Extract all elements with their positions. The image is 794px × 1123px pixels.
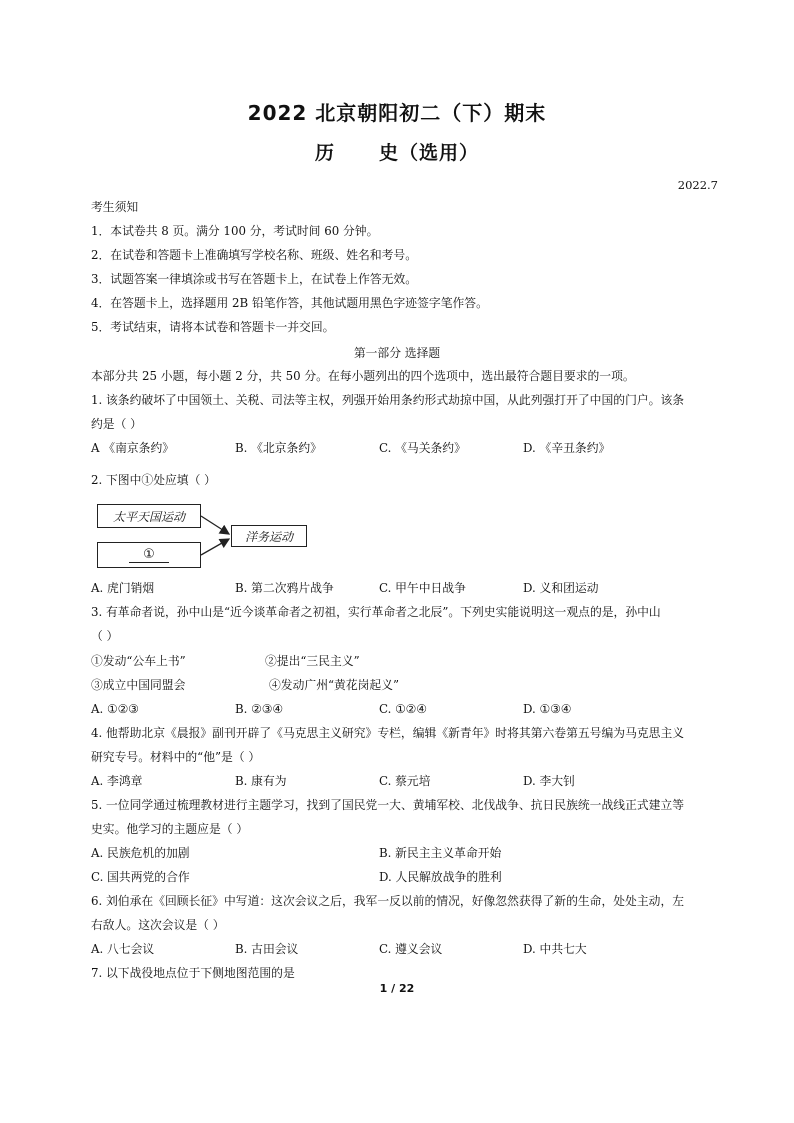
q3-statement-2: ②提出“三民主义” bbox=[265, 654, 360, 668]
q6-option-d: D. 中共七大 bbox=[523, 942, 587, 956]
notice-item-4: 4．在答题卡上，选择题用 2B 铅笔作答，其他试题用黑色字迹签字笔作答。 bbox=[91, 296, 488, 310]
exam-date: 2022.7 bbox=[677, 178, 718, 192]
notice-item-2: 2．在试卷和答题卡上准确填写学校名称、班级、姓名和考号。 bbox=[91, 248, 418, 262]
q4-stem-line-1: 4. 他帮助北京《晨报》副刊开辟了《马克思主义研究》专栏，编辑《新青年》时将其第六卷第五号编为马克思主义 bbox=[91, 726, 685, 740]
q4-option-b: B. 康有为 bbox=[235, 774, 287, 788]
q6-option-a: A. 八七会议 bbox=[91, 942, 155, 956]
blank-marker: ① bbox=[129, 547, 169, 563]
q1-stem-line-2: 约是（ ） bbox=[91, 417, 142, 431]
q2-option-d: D. 义和团运动 bbox=[523, 581, 599, 595]
subject-char-2: 史（选用） bbox=[379, 142, 480, 164]
q5-option-a: A. 民族危机的加剧 bbox=[91, 846, 190, 860]
box-blank bbox=[97, 542, 201, 568]
q1-option-a: A 《南京条约》 bbox=[91, 441, 175, 455]
q1-option-d: D. 《辛丑条约》 bbox=[523, 441, 611, 455]
q5-option-c: C. 国共两党的合作 bbox=[91, 870, 190, 884]
q1-stem-line-1: 1. 该条约破坏了中国领土、关税、司法等主权，列强开始用条约形式劫掠中国，从此列强打开了中国的门户。该条 bbox=[91, 393, 685, 407]
q4-option-c: C. 蔡元培 bbox=[379, 774, 431, 788]
part-intro: 本部分共 25 小题，每小题 2 分，共 50 分。在每小题列出的四个选项中，选出最符合题目要求的一项。 bbox=[91, 369, 635, 383]
q2-stem: 2. 下图中①处应填（ ） bbox=[91, 473, 216, 487]
q5-option-d: D. 人民解放战争的胜利 bbox=[379, 870, 502, 884]
notice-item-3: 3．试题答案一律填涂或书写在答题卡上，在试卷上作答无效。 bbox=[91, 272, 418, 286]
q3-stem-line-2: （ ） bbox=[91, 629, 119, 643]
q2-option-b: B. 第二次鸦片战争 bbox=[235, 581, 334, 595]
q2-diagram bbox=[97, 500, 309, 572]
box-westernization: 洋务运动 bbox=[231, 525, 307, 547]
exam-title: 2022 北京朝阳初二（下）期末 bbox=[247, 101, 547, 125]
q3-option-d: D. ①③④ bbox=[523, 702, 572, 716]
q5-option-b: B. 新民主主义革命开始 bbox=[379, 846, 502, 860]
arrow-top bbox=[201, 516, 229, 534]
exam-subject bbox=[0, 138, 794, 165]
q5-stem-line-2: 史实。他学习的主题应是（ ） bbox=[91, 822, 249, 836]
q3-option-b: B. ②③④ bbox=[235, 702, 283, 716]
q3-option-a: A. ①②③ bbox=[91, 702, 139, 716]
q3-statement-4: ④发动广州“黄花岗起义” bbox=[269, 678, 400, 692]
q6-option-c: C. 遵义会议 bbox=[379, 942, 443, 956]
q3-statement-1: ①发动“公车上书” bbox=[91, 654, 186, 668]
q2-option-a: A. 虎门销烟 bbox=[91, 581, 155, 595]
page-number: 1 / 22 bbox=[379, 982, 415, 995]
notice-heading: 考生须知 bbox=[91, 200, 139, 214]
q6-stem-line-1: 6. 刘伯承在《回顾长征》中写道：这次会议之后，我军一反以前的情况，好像忽然获得了新的生命，处处主动，左 bbox=[91, 894, 685, 908]
q6-option-b: B. 古田会议 bbox=[235, 942, 299, 956]
notice-item-5: 5．考试结束，请将本试卷和答题卡一并交回。 bbox=[91, 320, 335, 334]
q1-option-c: C. 《马关条约》 bbox=[379, 441, 466, 455]
subject-char-1: 历 bbox=[314, 142, 335, 164]
q2-option-c: C. 甲午中日战争 bbox=[379, 581, 466, 595]
part-title: 第一部分 选择题 bbox=[353, 346, 441, 360]
box-taiping: 太平天国运动 bbox=[97, 504, 201, 528]
q3-statement-3: ③成立中国同盟会 bbox=[91, 678, 186, 692]
q3-option-c: C. ①②④ bbox=[379, 702, 427, 716]
q4-option-d: D. 李大钊 bbox=[523, 774, 575, 788]
q1-option-b: B. 《北京条约》 bbox=[235, 441, 322, 455]
q3-stem-line-1: 3. 有革命者说，孙中山是“近今谈革命者之初祖，实行革命者之北辰”。下列史实能说明这一观点的是，孙中山 bbox=[91, 605, 661, 619]
q4-stem-line-2: 研究专号。材料中的“他”是（ ） bbox=[91, 750, 261, 764]
q7-stem: 7. 以下战役地点位于下侧地图范围的是 bbox=[91, 966, 295, 980]
arrow-bottom bbox=[201, 539, 229, 555]
q6-stem-line-2: 右敌人。这次会议是（ ） bbox=[91, 918, 225, 932]
q5-stem-line-1: 5. 一位同学通过梳理教材进行主题学习，找到了国民党一大、黄埔军校、北伐战争、抗日民族统一战线正式建立等 bbox=[91, 798, 685, 812]
notice-item-1: 1．本试卷共 8 页。满分 100 分，考试时间 60 分钟。 bbox=[91, 224, 379, 238]
q4-option-a: A. 李鸿章 bbox=[91, 774, 143, 788]
